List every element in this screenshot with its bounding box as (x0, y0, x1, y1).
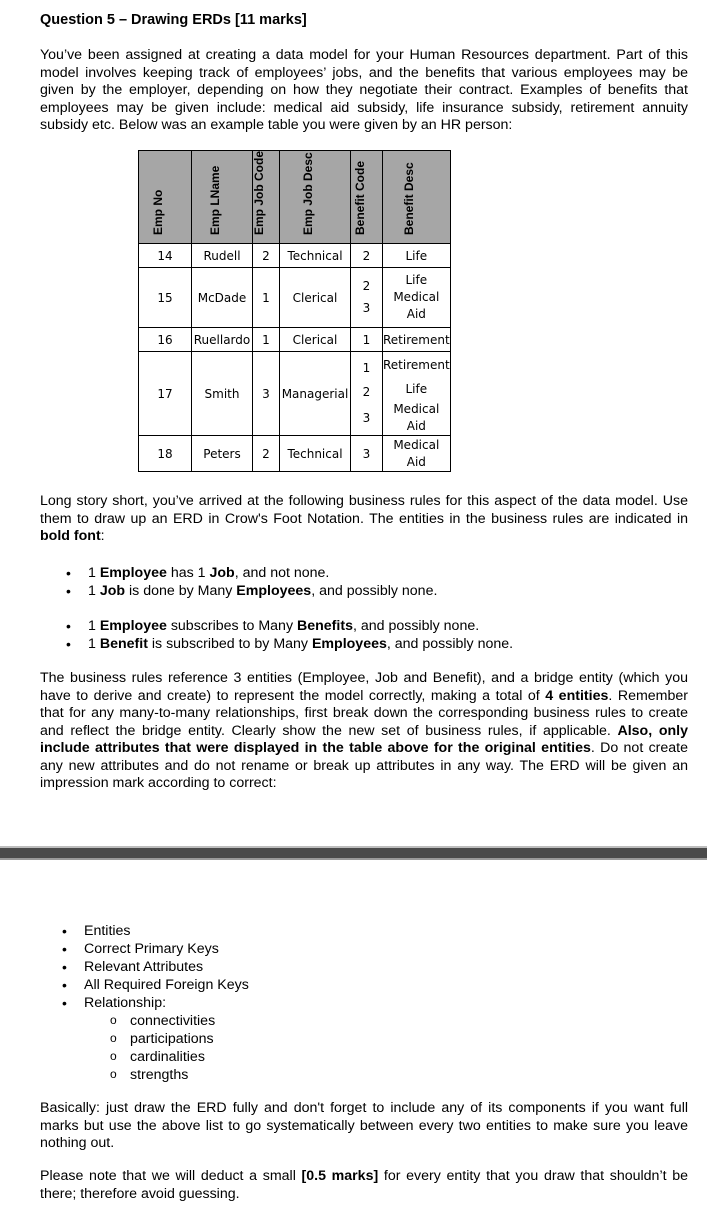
header-emp-job-code: Emp Job Code (253, 151, 280, 244)
cell-job-desc: Technical (280, 436, 351, 472)
cell-lname: Peters (192, 436, 253, 472)
relationship-sublist (106, 1012, 249, 1084)
rules-intro-paragraph: Long story short, you’ve arrived at the following business rules for this aspect of the data model. Use them to draw up an ERD in Crow's Foot Notation. The entities in the business rules are indicated in bold font: (40, 493, 688, 544)
list-item: • 1 Employee has 1 Job, and not none. (66, 564, 437, 582)
list-item: • Relationship: o connectivities o participations o cardinalities o strengths (62, 994, 249, 1084)
business-rules-list-1 (66, 564, 437, 600)
header-emp-job-desc: Emp Job Desc (280, 151, 351, 244)
cell-emp-no: 14 (139, 244, 192, 268)
cell-lname: Rudell (192, 244, 253, 268)
list-item: • 1 Benefit is subscribed to by Many Employees, and possibly none. (66, 635, 513, 653)
cell-lname: Ruellardo (192, 328, 253, 352)
cell-job-desc: Clerical (280, 268, 351, 328)
instructions-paragraph: The business rules reference 3 entities (Employee, Job and Benefit), and a bridge entity (which you have to derive and create) to represent the model correctly, making a total of 4 entities. Remember that for any many-to-many relationships, first break down the corresponding business rules to create and reflect the bridge entity. Clearly show the new set of business rules, if applicable. Also, only include attributes that were displayed in the table above for the original entities. Do not create any new attributes and do not rename or break up attributes in any way. The ERD will be given an impression mark according to correct: (40, 670, 689, 791)
cell-job-code: 2 (253, 244, 280, 268)
header-benefit-desc: Benefit Desc (383, 151, 451, 244)
list-item: • Correct Primary Keys (62, 940, 249, 958)
cell-benefit-code: 2 (351, 244, 383, 268)
list-item: • 1 Job is done by Many Employees, and possibly none. (66, 582, 437, 600)
cell-job-code: 1 (253, 268, 280, 328)
cell-emp-no: 17 (139, 352, 192, 436)
cell-emp-no: 15 (139, 268, 192, 328)
list-item: • 1 Employee subscribes to Many Benefits, and possibly none. (66, 617, 513, 635)
sub-list-item: o connectivities (106, 1012, 249, 1030)
business-rules-list-2 (66, 617, 513, 653)
closing-paragraph-1: Basically: just draw the ERD fully and don't forget to include any of its components if you want full marks but use the above list to go systematically between every two entities to make sure you leave nothing out. (40, 1100, 688, 1151)
table-row (139, 352, 451, 436)
page-separator (0, 846, 707, 860)
cell-benefit-code: 1 2 3 (351, 352, 383, 436)
sub-list-item: o cardinalities (106, 1048, 249, 1066)
table-row (139, 436, 451, 472)
cell-benefit-desc: Life (383, 244, 451, 268)
cell-benefit-code: 1 (351, 328, 383, 352)
cell-benefit-desc: Retirement (383, 328, 451, 352)
header-benefit-code: Benefit Code (351, 151, 383, 244)
header-emp-no: Emp No (139, 151, 192, 244)
cell-job-desc: Clerical (280, 328, 351, 352)
cell-job-code: 1 (253, 328, 280, 352)
closing-paragraph-2: Please note that we will deduct a small [0.5 marks] for every entity that you draw that shouldn’t be there; therefore avoid guessing. (40, 1168, 689, 1202)
list-item: • Entities (62, 922, 249, 940)
list-item: • All Required Foreign Keys (62, 976, 249, 994)
cell-benefit-desc: Medical Aid (383, 436, 451, 472)
list-item: • Relevant Attributes (62, 958, 249, 976)
cell-benefit-desc: Life Medical Aid (383, 268, 451, 328)
cell-job-desc: Managerial (280, 352, 351, 436)
cell-emp-no: 18 (139, 436, 192, 472)
sub-list-item: o strengths (106, 1066, 249, 1084)
cell-lname: McDade (192, 268, 253, 328)
cell-benefit-desc: Retirement Life Medical Aid (383, 352, 451, 436)
employee-benefit-table (138, 150, 451, 472)
page-2 (0, 860, 707, 1206)
table-row (139, 328, 451, 352)
header-emp-lname: Emp LName (192, 151, 253, 244)
question-heading: Question 5 – Drawing ERDs [11 marks] (40, 12, 307, 28)
marking-criteria-list (62, 922, 249, 1084)
intro-paragraph: You’ve been assigned at creating a data model for your Human Resources department. Part of this model involves keeping track of employees’ jobs, and the benefits that various employees may be given by the employer, depending on how they negotiate their contract. Examples of benefits that employees may be given include: medical aid subsidy, life insurance subsidy, retirement annuity subsidy etc. Below was an example table you were given by an HR person: (40, 47, 688, 133)
cell-emp-no: 16 (139, 328, 192, 352)
cell-job-code: 2 (253, 436, 280, 472)
cell-job-desc: Technical (280, 244, 351, 268)
cell-lname: Smith (192, 352, 253, 436)
cell-job-code: 3 (253, 352, 280, 436)
cell-benefit-code: 3 (351, 436, 383, 472)
table-row (139, 244, 451, 268)
sub-list-item: o participations (106, 1030, 249, 1048)
table-row (139, 268, 451, 328)
cell-benefit-code: 2 3 (351, 268, 383, 328)
